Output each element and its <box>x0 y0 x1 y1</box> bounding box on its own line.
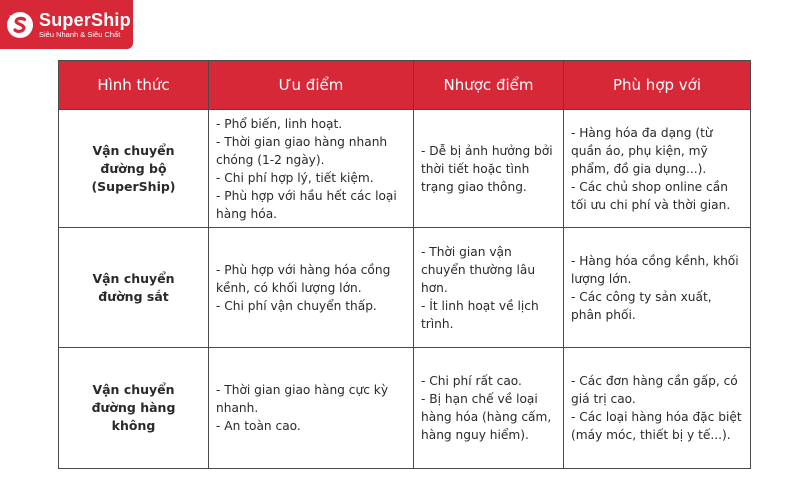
pros-line: - Phù hợp với hầu hết các loại hàng hóa. <box>216 188 397 221</box>
table-header-row <box>59 61 751 110</box>
suitable-cell <box>564 348 751 469</box>
brand-name: SuperShip <box>39 9 131 30</box>
cons-line: - Ít linh hoạt về lịch trình. <box>421 298 539 331</box>
cons-line: - Dễ bị ảnh hưởng bởi thời tiết hoặc tình trạng giao thông. <box>421 143 553 194</box>
suitable-line: - Các công ty sản xuất, phân phối. <box>571 289 712 322</box>
pros-line: - Chi phí hợp lý, tiết kiệm. <box>216 170 374 185</box>
cons-cell <box>414 348 564 469</box>
pros-cell <box>209 348 414 469</box>
header-form: Hình thức <box>59 61 209 110</box>
comparison-table <box>58 60 751 469</box>
pros-line: - Thời gian giao hàng nhanh chóng (1-2 ngày). <box>216 134 388 167</box>
table-row <box>59 228 751 348</box>
cons-line: - Chi phí rất cao. <box>421 374 522 388</box>
supership-s-logo-icon <box>6 11 34 39</box>
table-row <box>59 110 751 228</box>
cons-cell <box>414 228 564 348</box>
cons-line: - Thời gian vận chuyển thường lâu hơn. <box>421 244 536 295</box>
header-pros: Ưu điểm <box>209 61 414 110</box>
suitable-line: - Hàng hóa đa dạng (từ quần áo, phụ kiện, mỹ phẩm, đồ gia dụng...). <box>571 125 713 176</box>
header-suitable: Phù hợp với <box>564 61 751 110</box>
pros-line: - Thời gian giao hàng cực kỳ nhanh. <box>216 383 389 415</box>
suitable-line: - Các đơn hàng cần gấp, có giá trị cao. <box>571 374 738 406</box>
pros-cell <box>209 228 414 348</box>
suitable-line: - Các loại hàng hóa đặc biệt (máy móc, thiết bị y tế...). <box>571 410 742 442</box>
cons-cell <box>414 110 564 228</box>
suitable-cell <box>564 110 751 228</box>
suitable-line: - Các chủ shop online cần tối ưu chi phí và thời gian. <box>571 179 731 212</box>
form-cell: Vận chuyển đường sắt <box>59 228 209 348</box>
form-cell: Vận chuyển đường hàng không <box>59 348 209 469</box>
suitable-cell <box>564 228 751 348</box>
pros-line: - Chi phí vận chuyển thấp. <box>216 298 377 313</box>
form-cell: Vận chuyển đường bộ (SuperShip) <box>59 110 209 228</box>
brand-tagline: Siêu Nhanh & Siêu Chất <box>39 29 121 39</box>
suitable-line: - Hàng hóa cồng kềnh, khối lượng lớn. <box>571 253 739 286</box>
pros-line: - Phổ biến, linh hoạt. <box>216 116 343 131</box>
pros-line: - Phù hợp với hàng hóa cồng kềnh, có khối lượng lớn. <box>216 262 391 295</box>
brand-text <box>39 11 131 39</box>
cons-line: - Bị hạn chế về loại hàng hóa (hàng cấm, hàng nguy hiểm). <box>421 392 552 442</box>
header-cons: Nhược điểm <box>414 61 564 110</box>
pros-line: - An toàn cao. <box>216 419 301 433</box>
table-row <box>59 348 751 469</box>
brand-logo <box>0 0 133 49</box>
pros-cell <box>209 110 414 228</box>
